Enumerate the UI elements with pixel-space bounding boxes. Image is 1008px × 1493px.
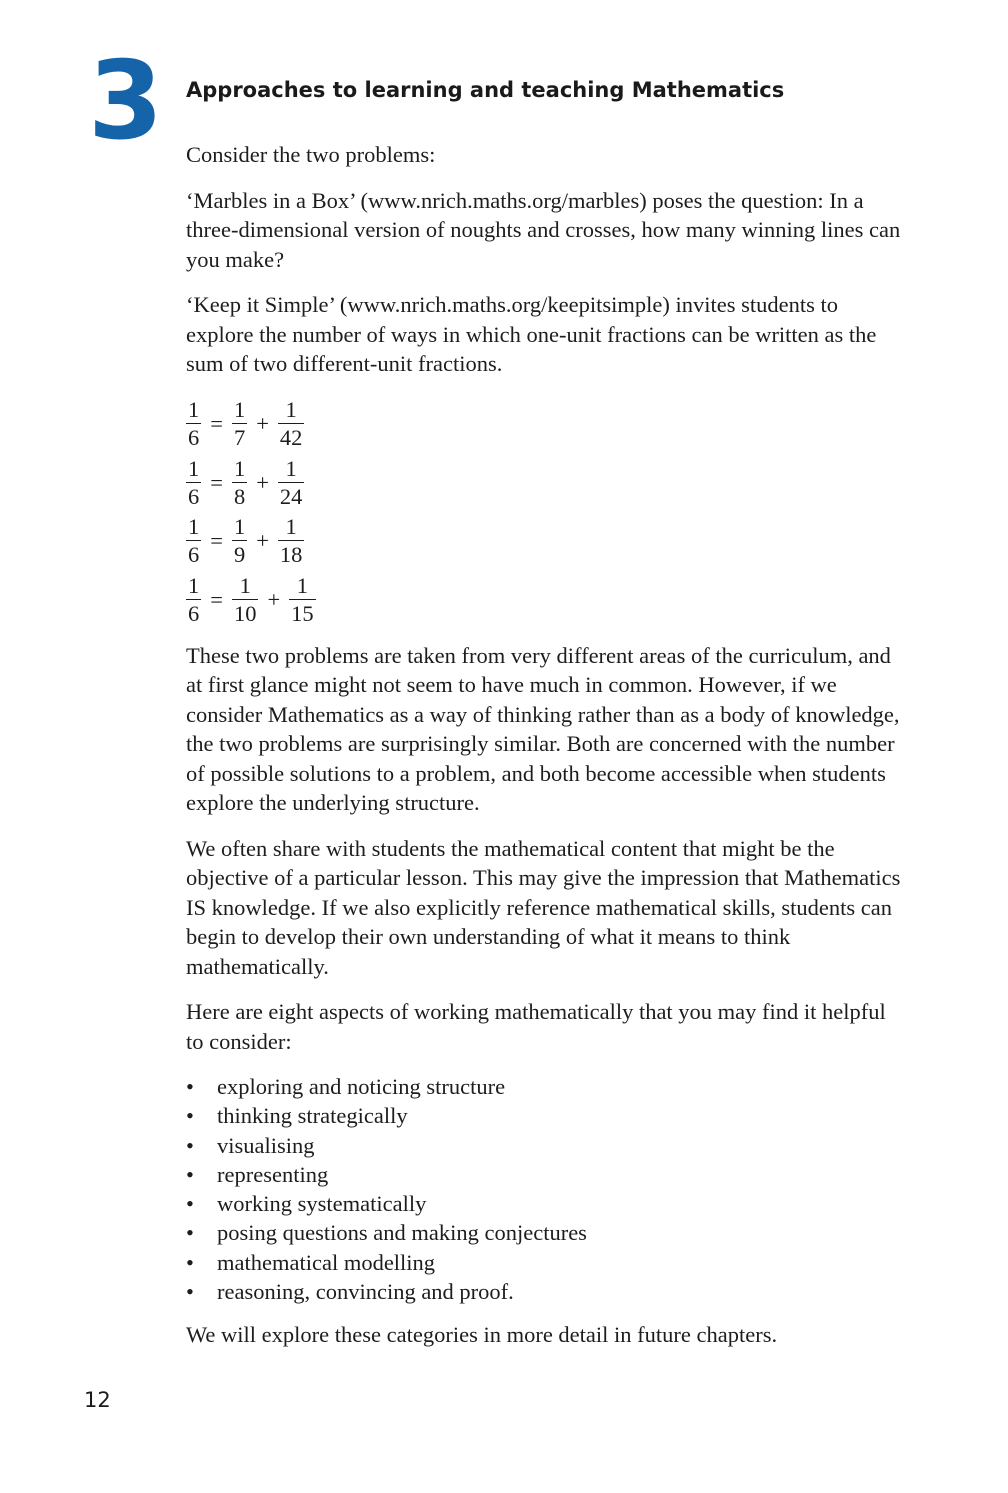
fraction-lhs: $\frac{1}{6}$ <box>188 572 200 626</box>
fraction-b: $\frac{1}{18}$ <box>279 514 303 568</box>
keep-it-simple-paragraph: ‘Keep it Simple’ (www.nrich.maths.org/keepitsimple) invites students to explore the number of ways in which one-unit fractions can be written as the sum of two different-unit fractions. <box>186 292 877 376</box>
marbles-paragraph: ‘Marbles in a Box’ (www.nrich.maths.org/marbles) poses the question: In a three-dimensional version of noughts and crosses, how many winning lines can you make? <box>186 187 901 272</box>
chapter-title: Approaches to learning and teaching Mathematics <box>186 78 785 102</box>
fraction-a: $\frac{1}{9}$ <box>233 514 246 568</box>
fraction-a: $\frac{1}{10}$ <box>233 572 257 626</box>
fraction-lhs: $\frac{1}{6}$ <box>188 455 200 509</box>
list-item: • visualising <box>186 1131 906 1160</box>
equals-sign: = <box>210 586 223 612</box>
list-item: • thinking strategically <box>186 1101 906 1130</box>
bullet-icon: • <box>186 1103 194 1129</box>
aspects-intro-paragraph: Here are eight aspects of working mathematically that you may find it helpful to consider: <box>186 999 886 1054</box>
fraction-a: $\frac{1}{7}$ <box>233 397 246 451</box>
equation-row <box>186 570 906 629</box>
plus-sign: + <box>267 586 281 612</box>
intro-paragraph: Consider the two problems: <box>186 142 436 167</box>
fraction-lhs: $\frac{1}{6}$ <box>188 397 200 451</box>
bullet-icon: • <box>186 1161 194 1187</box>
equation-row <box>186 395 906 454</box>
closing-paragraph: We will explore these categories in more detail in future chapters. <box>186 1322 778 1348</box>
sharing-paragraph: We often share with students the mathematical content that might be the objective of a particular lesson. This may give the impression that Mathematics IS knowledge. If we also explicitly reference mathematical skills, students can begin to develop their own understanding of what it means to think mathematically. <box>186 835 901 979</box>
bullet-icon: • <box>186 1191 194 1217</box>
plus-sign: + <box>256 411 269 436</box>
page-number: 12 <box>84 1388 111 1412</box>
chapter-number: 3 <box>88 39 162 164</box>
equation-row <box>186 512 906 571</box>
aspects-list <box>186 1072 906 1306</box>
fraction-lhs: $\frac{1}{6}$ <box>188 514 200 568</box>
fraction-b: $\frac{1}{24}$ <box>279 455 303 509</box>
list-item: • reasoning, convincing and proof. <box>186 1277 906 1306</box>
equals-sign: = <box>210 528 223 553</box>
list-item: • exploring and noticing structure <box>186 1072 906 1101</box>
bullet-icon: • <box>186 1074 194 1099</box>
bullet-icon: • <box>186 1220 194 1246</box>
list-item: • posing questions and making conjectures <box>186 1218 906 1247</box>
fraction-equations <box>186 395 906 629</box>
fraction-b: $\frac{1}{15}$ <box>291 572 314 626</box>
comparison-paragraph: These two problems are taken from very different areas of the curriculum, and at first glance might not seem to have much in common. However, if we consider Mathematics as a way of thinking rather than as a body of knowledge, the two problems are surprisingly similar. Both are concerned with the number of possible solutions to a problem, and both become accessible when students explore the underlying structure. <box>186 642 900 815</box>
equation-row <box>186 453 906 512</box>
plus-sign: + <box>256 469 269 495</box>
bullet-icon: • <box>186 1249 194 1275</box>
list-item: • mathematical modelling <box>186 1248 906 1277</box>
plus-sign: + <box>256 528 269 553</box>
list-item: • working systematically <box>186 1189 906 1218</box>
equals-sign: = <box>210 469 223 495</box>
fraction-a: $\frac{1}{8}$ <box>233 455 246 509</box>
list-item: • representing <box>186 1160 906 1189</box>
bullet-icon: • <box>186 1279 194 1305</box>
page-body <box>186 140 906 1366</box>
fraction-b: $\frac{1}{42}$ <box>279 397 303 451</box>
bullet-icon: • <box>186 1132 194 1158</box>
equals-sign: = <box>210 411 223 436</box>
